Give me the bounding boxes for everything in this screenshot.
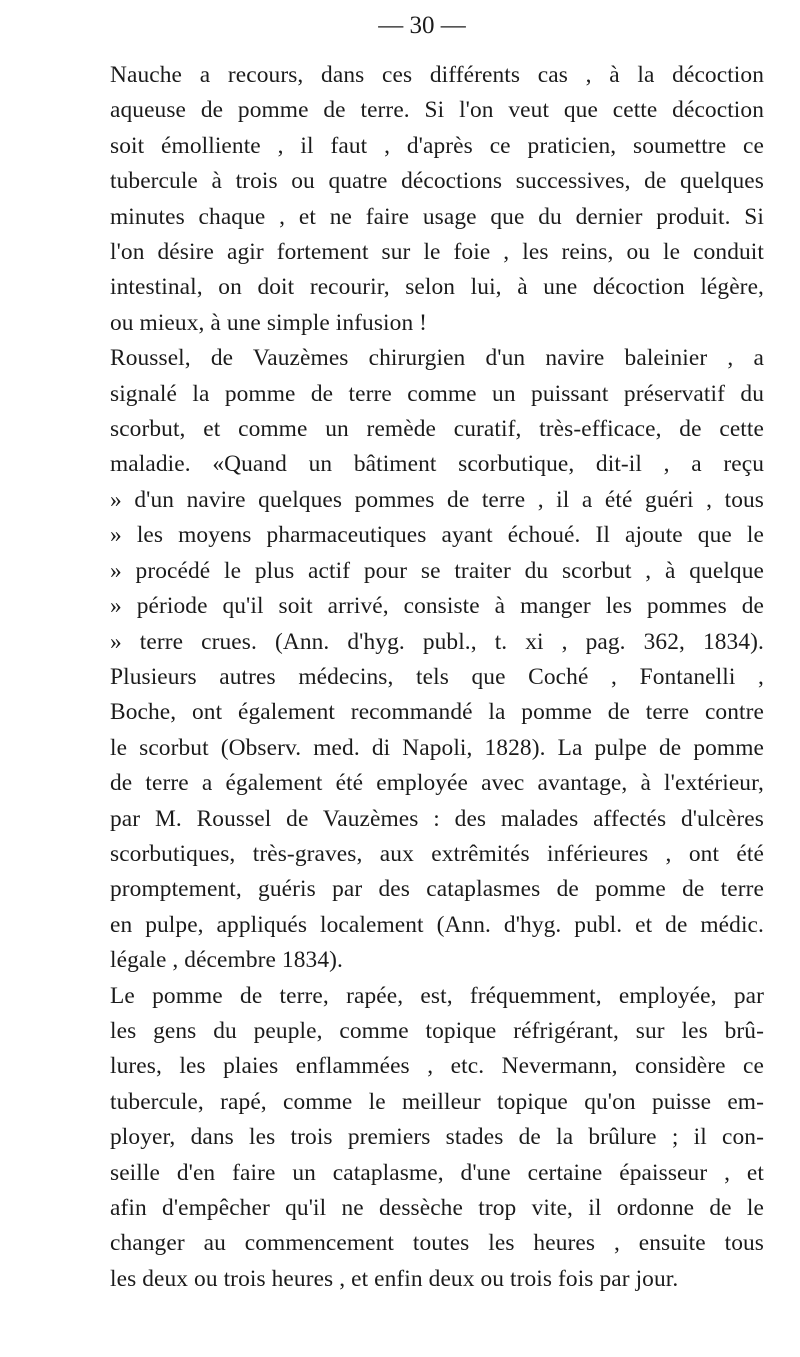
text-line: Roussel, de Vauzèmes chirurgien d'un navire baleinier , a xyxy=(110,345,764,372)
body-text xyxy=(110,58,764,1297)
text-line: minutes chaque , et ne faire usage que du dernier produit. Si xyxy=(110,203,764,230)
text-line: Nauche a recours, dans ces différents cas , à la décoction xyxy=(110,62,764,88)
text-line: soit émolliente , il faut , d'après ce praticien, soumettre ce xyxy=(110,132,764,159)
text-line: en pulpe, appliqués localement (Ann. d'hyg. publ. et de médic. xyxy=(110,911,764,938)
text-line: changer au commencement toutes les heures , ensuite tous xyxy=(110,1230,764,1257)
text-line: tubercule, rapé, comme le meilleur topique qu'on puisse em- xyxy=(110,1088,764,1115)
text-line: » période qu'il soit arrivé, consiste à manger les pommes de xyxy=(110,593,764,620)
paragraph-2 xyxy=(110,341,764,978)
paragraph-1 xyxy=(110,58,764,341)
text-line: ou mieux, à une simple infusion ! xyxy=(110,309,428,336)
text-line: tubercule à trois ou quatre décoctions successives, de quelques xyxy=(110,168,764,195)
paragraph-3 xyxy=(110,979,764,1298)
text-line: » d'un navire quelques pommes de terre , il a été guéri , tous xyxy=(110,486,764,513)
text-line: » les moyens pharmaceutiques ayant échoué. Il ajoute que le xyxy=(110,522,764,549)
text-line: lures, les plaies enflammées , etc. Nevermann, considère ce xyxy=(110,1053,764,1080)
text-line: maladie. «Quand un bâtiment scorbutique, dit-il , a reçu xyxy=(110,451,764,478)
text-line: Le pomme de terre, rapée, est, fréquemment, employée, par xyxy=(110,982,764,1009)
text-line: les gens du peuple, comme topique réfrigérant, sur les brû- xyxy=(110,1017,764,1044)
text-line: promptement, guéris par des cataplasmes de pomme de terre xyxy=(110,876,764,903)
text-line: signalé la pomme de terre comme un puissant préservatif du xyxy=(110,380,764,407)
text-line: légale , décembre 1834). xyxy=(110,947,343,974)
text-line: scorbutiques, très-graves, aux extrêmités inférieures , ont été xyxy=(110,840,764,867)
text-line: afin d'empêcher qu'il ne dessèche trop vite, il ordonne de le xyxy=(110,1195,764,1221)
page-number: — 30 — xyxy=(378,12,466,39)
text-line: les deux ou trois heures , et enfin deux ou trois fois par jour. xyxy=(110,1265,679,1292)
text-line: par M. Roussel de Vauzèmes : des malades affectés d'ulcères xyxy=(110,805,764,832)
text-line: intestinal, on doit recourir, selon lui, à une décoction légère, xyxy=(110,274,764,301)
text-line: » terre crues. (Ann. d'hyg. publ., t. xi , pag. 362, 1834). xyxy=(110,628,764,655)
text-line: Boche, ont également recommandé la pomme de terre contre xyxy=(110,699,764,726)
text-line: ployer, dans les trois premiers stades de la brûlure ; il con- xyxy=(110,1124,764,1151)
text-line: l'on désire agir fortement sur le foie , les reins, ou le conduit xyxy=(110,239,764,266)
text-line: aqueuse de pomme de terre. Si l'on veut que cette décoction xyxy=(110,97,764,124)
text-line: » procédé le plus actif pour se traiter du scorbut , à quelque xyxy=(110,557,764,584)
text-line: le scorbut (Observ. med. di Napoli, 1828). La pulpe de pomme xyxy=(110,734,764,761)
text-line: de terre a également été employée avec avantage, à l'extérieur, xyxy=(110,770,764,797)
text-line: scorbut, et comme un remède curatif, très-efficace, de cette xyxy=(110,416,764,443)
text-line: seille d'en faire un cataplasme, d'une certaine épaisseur , et xyxy=(110,1159,764,1186)
text-line: Plusieurs autres médecins, tels que Coché , Fontanelli , xyxy=(110,663,764,690)
